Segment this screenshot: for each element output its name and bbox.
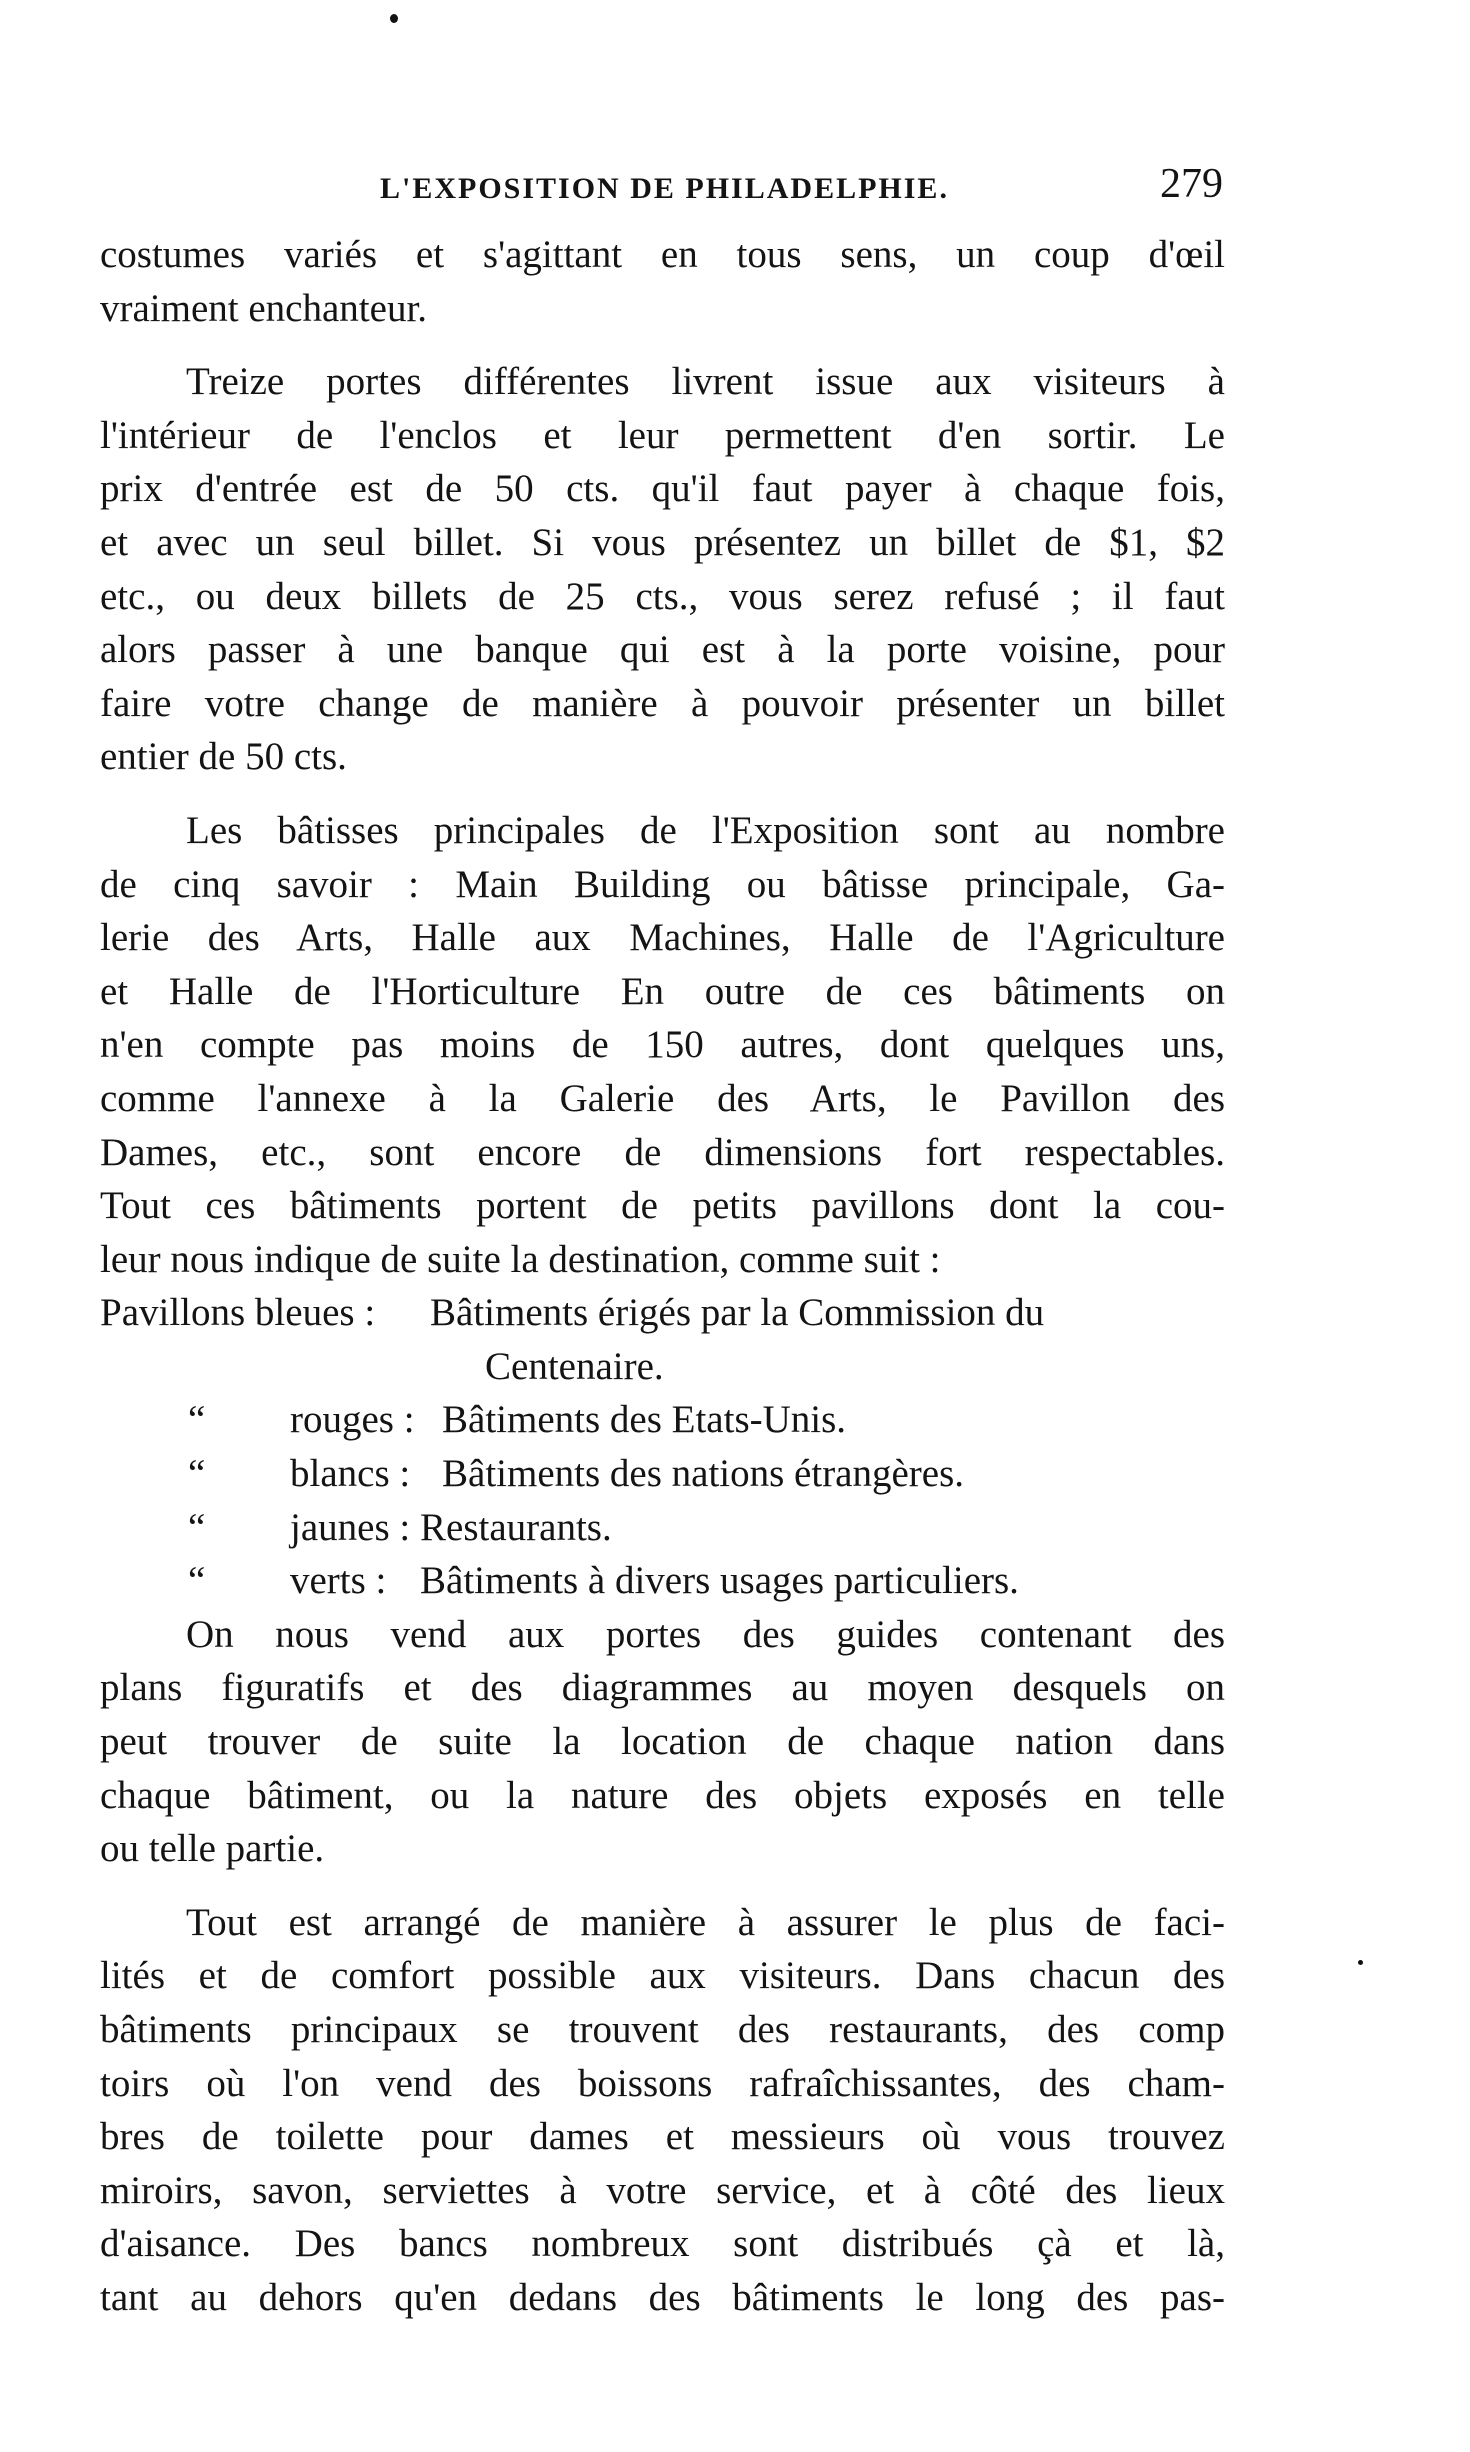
legend-color: rouges : (290, 1398, 415, 1442)
text-line: costumes variés et s'agittant en tous sens, un coup d'œil (100, 233, 1225, 276)
print-speck (390, 14, 398, 23)
page-header (0, 160, 1470, 210)
ditto-mark: “ (188, 1452, 206, 1496)
text-line: Tout est arrangé de manière à assurer le plus de faci- (186, 1900, 1225, 1944)
paragraph (100, 1896, 1225, 2325)
text-line: comme l'annexe à la Galerie des Arts, le Pavillon des (100, 1076, 1225, 1120)
text-line: Treize portes différentes livrent issue aux visiteurs à (186, 360, 1225, 404)
legend-color: jaunes : (290, 1505, 411, 1549)
text-line: et avec un seul billet. Si vous présentez un billet de $1, $2 (100, 520, 1225, 564)
text-line: Dames, etc., sont encore de dimensions fort respectables. (100, 1130, 1225, 1174)
text-line: lités et de comfort possible aux visiteurs. Dans chacun des (100, 1954, 1225, 1998)
text-line: Tout ces bâtiments portent de petits pavillons dont la cou- (100, 1184, 1225, 1228)
text-line: toirs où l'on vend des boissons rafraîchissantes, des cham- (100, 2061, 1225, 2105)
legend-row (100, 1393, 1225, 1447)
text-line: On nous vend aux portes des guides contenant des (186, 1612, 1225, 1656)
legend-color: Pavillons bleues : (100, 1291, 376, 1335)
text-line: et Halle de l'Horticulture En outre de ces bâtiments on (100, 969, 1225, 1013)
text-line: de cinq savoir : Main Building ou bâtisse principale, Ga- (100, 862, 1225, 906)
legend-description: Bâtiments des nations étrangères. (442, 1452, 965, 1496)
paragraph (100, 355, 1225, 784)
text-line: ou telle partie. (100, 1827, 325, 1871)
legend-description: Centenaire. (485, 1344, 664, 1388)
text-line: vraiment enchanteur. (100, 286, 428, 330)
pavilion-color-legend (100, 1286, 1225, 1608)
text-line: peut trouver de suite la location de chaque nation dans (100, 1720, 1225, 1764)
running-title: L'EXPOSITION DE PHILADELPHIE. (380, 172, 949, 205)
paragraph (100, 804, 1225, 1286)
legend-description: Bâtiments des Etats-Unis. (442, 1398, 847, 1442)
legend-description: Restaurants. (420, 1505, 612, 1549)
text-line: plans figuratifs et des diagrammes au moyen desquels on (100, 1666, 1225, 1710)
paragraph (100, 228, 1225, 335)
text-line: tant au dehors qu'en dedans des bâtiments le long des pas- (100, 2275, 1225, 2319)
text-line: chaque bâtiment, ou la nature des objets exposés en telle (100, 1773, 1225, 1817)
text-line: n'en compte pas moins de 150 autres, dont quelques uns, (100, 1023, 1225, 1067)
text-line: faire votre change de manière à pouvoir présenter un billet (100, 681, 1225, 725)
legend-color: blancs : (290, 1452, 411, 1496)
text-line: bres de toilette pour dames et messieurs où vous trouvez (100, 2115, 1225, 2159)
text-line: leur nous indique de suite la destination, comme suit : (100, 1237, 941, 1281)
text-line: d'aisance. Des bancs nombreux sont distribués çà et là, (100, 2222, 1225, 2266)
text-line: alors passer à une banque qui est à la porte voisine, pour (100, 628, 1225, 672)
print-speck (1358, 1960, 1363, 1965)
legend-color: verts : (290, 1559, 387, 1603)
ditto-mark: “ (188, 1398, 206, 1442)
text-line: miroirs, savon, serviettes à votre service, et à côté des lieux (100, 2168, 1225, 2212)
text-line: l'intérieur de l'enclos et leur permettent d'en sortir. Le (100, 413, 1225, 457)
text-line: etc., ou deux billets de 25 cts., vous serez refusé ; il faut (100, 574, 1225, 618)
legend-row (100, 1501, 1225, 1555)
legend-description: Bâtiments érigés par la Commission du (430, 1291, 1045, 1335)
ditto-mark: “ (188, 1505, 206, 1549)
legend-description: Bâtiments à divers usages particuliers. (420, 1559, 1019, 1603)
text-line: Les bâtisses principales de l'Exposition sont au nombre (186, 808, 1225, 852)
text-line: prix d'entrée est de 50 cts. qu'il faut payer à chaque fois, (100, 467, 1225, 511)
text-line: entier de 50 cts. (100, 735, 347, 779)
legend-row (100, 1447, 1225, 1501)
text-line: lerie des Arts, Halle aux Machines, Halle de l'Agriculture (100, 916, 1225, 960)
legend-row (100, 1286, 1225, 1340)
page-body (100, 228, 1225, 2325)
ditto-mark: “ (188, 1559, 206, 1603)
legend-row (100, 1554, 1225, 1608)
paragraph (100, 1608, 1225, 1876)
text-line: bâtiments principaux se trouvent des restaurants, des comp (100, 2008, 1225, 2051)
legend-row-continuation (100, 1340, 1225, 1394)
page-number: 279 (1160, 161, 1223, 207)
